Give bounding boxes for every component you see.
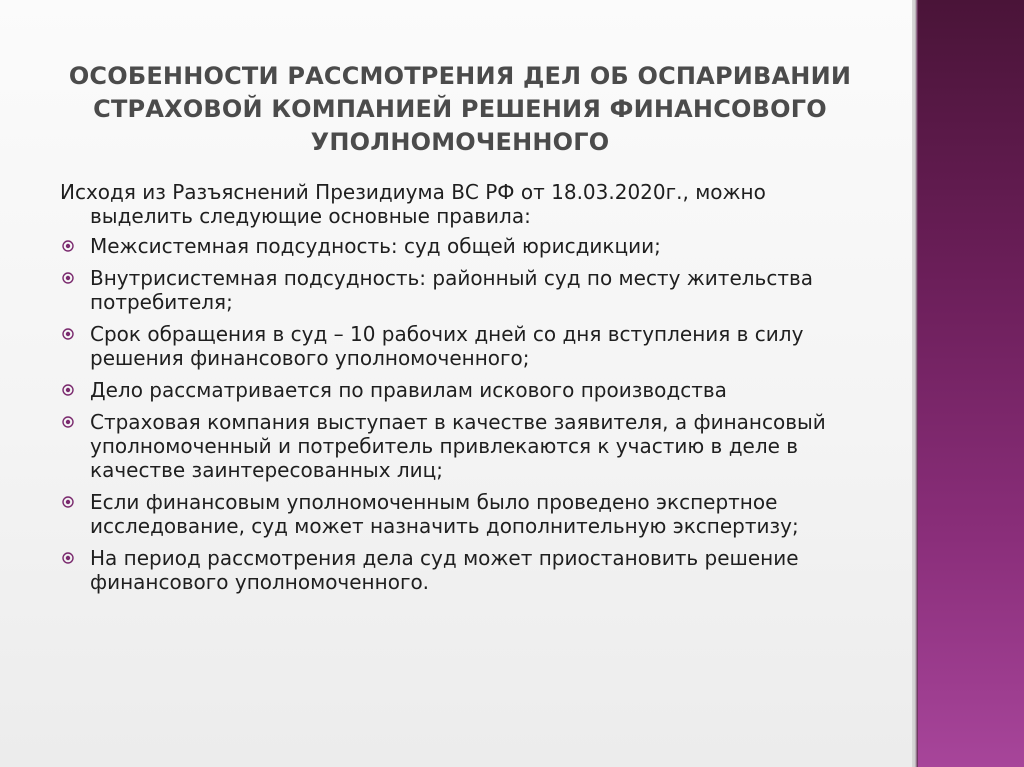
circle-dot-icon — [62, 552, 74, 564]
circle-dot-icon — [62, 416, 74, 428]
slide-content — [60, 180, 850, 602]
slide-title: ОСОБЕННОСТИ РАССМОТРЕНИЯ ДЕЛ ОБ ОСПАРИВАНИИ СТРАХОВОЙ КОМПАНИЕЙ РЕШЕНИЯ ФИНАНСОВОГО УПОЛНОМОЧЕННОГО — [68, 62, 852, 156]
circle-dot-icon — [62, 496, 74, 508]
bullet-item — [60, 490, 850, 538]
bullet-text: Межсистемная подсудность: суд общей юрисдикции; — [90, 234, 661, 258]
circle-dot-icon — [62, 240, 74, 252]
circle-dot-icon — [62, 384, 74, 396]
bullet-text: На период рассмотрения дела суд может приостановить решение финансового уполномоченного. — [90, 546, 799, 594]
decorative-side-bar — [912, 0, 1024, 767]
bullet-list — [60, 234, 850, 594]
circle-dot-icon — [62, 328, 74, 340]
circle-dot-icon — [62, 272, 74, 284]
bullet-text: Если финансовым уполномоченным было проведено экспертное исследование, суд может назначить дополнительную экспертизу; — [90, 490, 799, 538]
bullet-item — [60, 266, 850, 314]
bullet-item — [60, 322, 850, 370]
bullet-text: Внутрисистемная подсудность: районный суд по месту жительства потребителя; — [90, 266, 814, 314]
bullet-item — [60, 546, 850, 594]
side-bar-edge — [912, 0, 918, 767]
bullet-text: Дело рассматривается по правилам искового производства — [90, 378, 727, 402]
intro-text: Исходя из Разъяснений Президиума ВС РФ от 18.03.2020г., можно выделить следующие основные правила: — [60, 180, 766, 228]
bullet-text: Страховая компания выступает в качестве заявителя, а финансовый уполномоченный и потребитель привлекаются к участию в деле в качестве заинтересованных лиц; — [90, 410, 826, 482]
bullet-item — [60, 410, 850, 482]
bullet-item — [60, 234, 850, 258]
bullet-item — [60, 378, 850, 402]
bullet-text: Срок обращения в суд – 10 рабочих дней со дня вступления в силу решения финансового уполномоченного; — [90, 322, 804, 370]
